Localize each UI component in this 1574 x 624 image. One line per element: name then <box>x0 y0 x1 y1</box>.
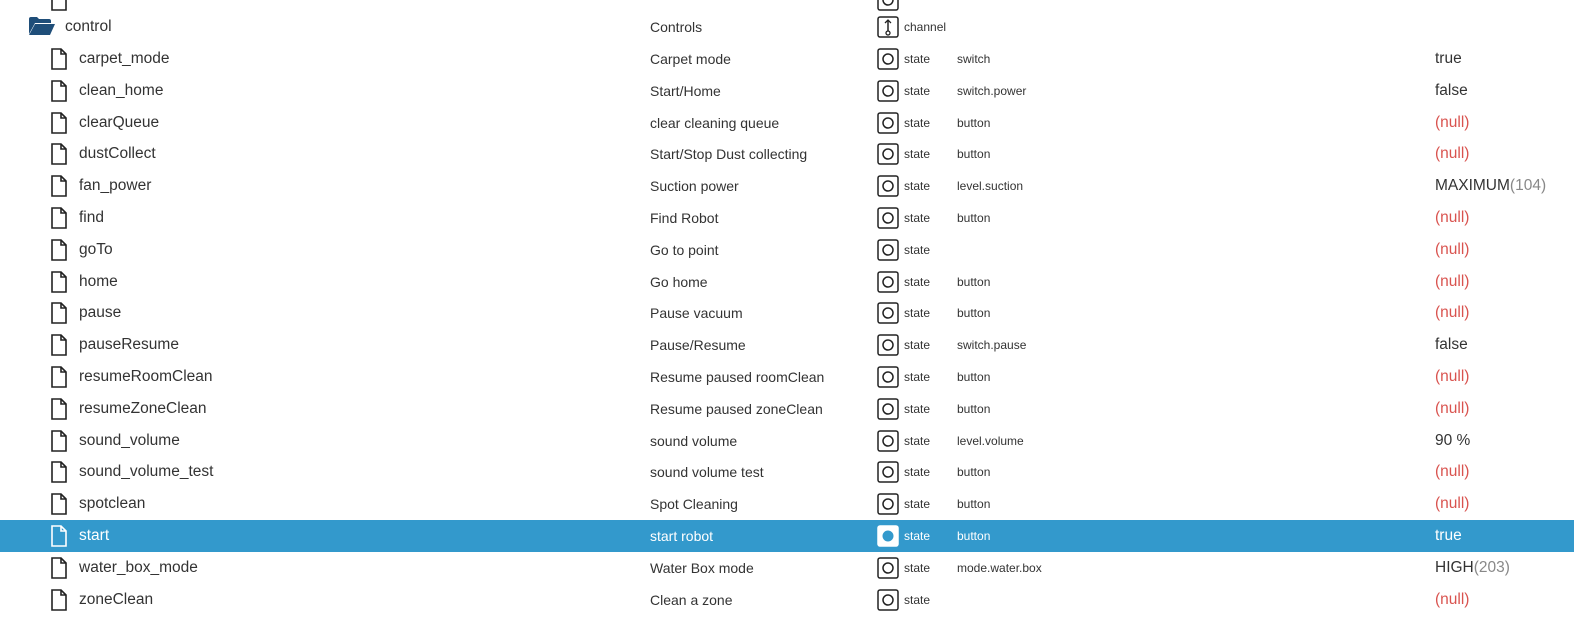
tree-row-find[interactable] <box>0 202 1574 234</box>
row-description: Carpet mode <box>650 51 731 67</box>
row-value-suffix: % <box>1452 432 1471 449</box>
tree-folder-control[interactable] <box>0 11 1574 43</box>
row-type: state <box>904 147 931 161</box>
folder-description: Controls <box>650 19 703 35</box>
row-value-suffix: (203) <box>1473 559 1510 576</box>
state-icon <box>877 525 899 547</box>
row-role: button <box>957 275 991 289</box>
state-icon <box>877 366 899 388</box>
row-role: switch.power <box>957 84 1027 98</box>
row-value-text: true <box>1435 527 1462 544</box>
tree-row-goTo[interactable] <box>0 234 1574 266</box>
row-value-text: (null) <box>1435 368 1470 385</box>
row-value[interactable] <box>1435 266 1469 298</box>
state-icon <box>877 334 899 356</box>
tree-row-home[interactable] <box>0 266 1574 298</box>
row-name: goTo <box>79 241 113 258</box>
state-icon <box>877 557 899 579</box>
row-description: Clean a zone <box>650 592 733 608</box>
tree-row-resumeZoneClean[interactable] <box>0 393 1574 425</box>
row-type: state <box>904 465 931 479</box>
row-type: state <box>904 275 931 289</box>
row-value-text: (null) <box>1435 304 1470 321</box>
row-description: Spot Cleaning <box>650 496 738 512</box>
state-icon <box>877 80 899 102</box>
state-icon <box>877 493 899 515</box>
row-value-text: false <box>1435 82 1468 99</box>
row-type: state <box>904 593 931 607</box>
state-icon <box>877 461 899 483</box>
row-type: state <box>904 211 931 225</box>
row-role: button <box>957 529 991 543</box>
state-icon <box>877 239 899 261</box>
tree-row-pause[interactable] <box>0 297 1574 329</box>
row-role: button <box>957 402 991 416</box>
file-icon <box>50 589 68 611</box>
row-type: state <box>904 370 931 384</box>
row-role: button <box>957 306 991 320</box>
tree-row-sound_volume[interactable] <box>0 425 1574 457</box>
row-value-text: (null) <box>1435 114 1470 131</box>
file-icon <box>50 430 68 452</box>
row-role: level.suction <box>957 179 1024 193</box>
row-value[interactable] <box>1435 43 1462 75</box>
state-icon <box>877 143 899 165</box>
row-type: state <box>904 497 931 511</box>
row-role: button <box>957 465 991 479</box>
row-description: Resume paused zoneClean <box>650 401 823 417</box>
row-value-text: HIGH <box>1435 559 1474 576</box>
channel-icon <box>877 16 899 38</box>
row-name: find <box>79 209 104 226</box>
row-type: state <box>904 338 931 352</box>
row-type: state <box>904 179 931 193</box>
file-icon <box>50 0 68 11</box>
row-type: state <box>904 306 931 320</box>
row-value[interactable] <box>1435 234 1469 266</box>
row-description: sound volume test <box>650 464 764 480</box>
row-value[interactable] <box>1435 202 1469 234</box>
row-role: switch <box>957 52 991 66</box>
tree-row-carpet_mode[interactable] <box>0 43 1574 75</box>
row-value-suffix: (104) <box>1509 177 1547 194</box>
row-value[interactable] <box>1435 520 1462 552</box>
row-value-text: (null) <box>1435 273 1470 290</box>
tree-row-clearQueue[interactable] <box>0 107 1574 139</box>
tree-row-spotclean[interactable] <box>0 488 1574 520</box>
row-value-text: MAXIMUM <box>1435 177 1510 194</box>
row-value-text: (null) <box>1435 209 1470 226</box>
row-type: state <box>904 561 931 575</box>
row-type: state <box>904 116 931 130</box>
state-icon <box>877 589 899 611</box>
row-name: water_box_mode <box>79 559 198 576</box>
file-icon <box>50 525 68 547</box>
file-icon <box>50 557 68 579</box>
tree-row-water_box_mode[interactable] <box>0 552 1574 584</box>
row-description: Pause/Resume <box>650 337 746 353</box>
row-description: Water Box mode <box>650 560 754 576</box>
row-name: carpet_mode <box>79 50 170 67</box>
row-role: button <box>957 211 991 225</box>
row-value[interactable] <box>1435 552 1510 584</box>
row-description: start robot <box>650 528 714 544</box>
state-icon <box>877 271 899 293</box>
row-value[interactable] <box>1435 75 1468 107</box>
row-value[interactable] <box>1435 488 1469 520</box>
row-value[interactable] <box>1435 297 1469 329</box>
row-value-text: (null) <box>1435 463 1470 480</box>
row-role: button <box>957 147 991 161</box>
file-icon <box>50 334 68 356</box>
file-icon <box>50 48 68 70</box>
row-name: start <box>79 527 110 544</box>
row-value[interactable] <box>1435 107 1469 139</box>
file-icon <box>50 80 68 102</box>
row-name: pauseResume <box>79 336 179 353</box>
row-name: resumeRoomClean <box>79 368 213 385</box>
row-type: state <box>904 434 931 448</box>
row-value-text: (null) <box>1435 495 1470 512</box>
state-icon <box>877 302 899 324</box>
row-role: mode.water.box <box>957 561 1042 575</box>
state-icon <box>877 48 899 70</box>
tree-row-start[interactable] <box>0 520 1574 552</box>
state-icon <box>877 0 899 11</box>
row-role: level.volume <box>957 434 1024 448</box>
row-name: resumeZoneClean <box>79 400 207 417</box>
file-icon <box>50 366 68 388</box>
row-type: state <box>904 52 931 66</box>
tree-row-dustCollect[interactable] <box>0 138 1574 170</box>
tree-row-fan_power[interactable] <box>0 170 1574 202</box>
row-name: fan_power <box>79 177 152 194</box>
row-description: Go home <box>650 274 708 290</box>
file-icon <box>50 271 68 293</box>
row-description: Go to point <box>650 242 719 258</box>
row-name: sound_volume <box>79 432 180 449</box>
row-description: clear cleaning queue <box>650 115 780 131</box>
row-value-text: (null) <box>1435 400 1470 417</box>
row-description: Suction power <box>650 178 739 194</box>
row-value[interactable] <box>1435 456 1469 488</box>
row-value-text: (null) <box>1435 591 1470 608</box>
file-icon <box>50 207 68 229</box>
tree-row-resumeRoomClean[interactable] <box>0 361 1574 393</box>
row-name: zoneClean <box>79 591 154 608</box>
row-type: state <box>904 529 931 543</box>
row-value[interactable] <box>1435 170 1546 202</box>
row-name: dustCollect <box>79 145 156 162</box>
row-description: sound volume <box>650 433 738 449</box>
tree-row-zoneClean[interactable] <box>0 584 1574 616</box>
row-value[interactable] <box>1435 361 1469 393</box>
state-icon <box>877 175 899 197</box>
file-icon <box>50 461 68 483</box>
row-name: sound_volume_test <box>79 463 214 480</box>
row-value-text: (null) <box>1435 241 1470 258</box>
row-type: state <box>904 243 931 257</box>
row-description: Pause vacuum <box>650 305 743 321</box>
row-description: Start/Stop Dust collecting <box>650 146 808 162</box>
file-icon <box>50 112 68 134</box>
row-description: Start/Home <box>650 83 721 99</box>
folder-open-icon <box>28 16 56 38</box>
folder-type: channel <box>904 20 947 34</box>
state-icon <box>877 207 899 229</box>
file-icon <box>50 143 68 165</box>
tree-row-sound_volume_test[interactable] <box>0 456 1574 488</box>
tree-row-pauseResume[interactable] <box>0 329 1574 361</box>
row-value[interactable] <box>1435 393 1469 425</box>
row-name: clean_home <box>79 82 164 99</box>
row-value[interactable] <box>1435 329 1468 361</box>
row-value-text: (null) <box>1435 145 1470 162</box>
row-value-text: true <box>1435 50 1462 67</box>
row-value[interactable] <box>1435 425 1470 457</box>
file-icon <box>50 175 68 197</box>
state-icon <box>877 112 899 134</box>
state-icon <box>877 398 899 420</box>
file-icon <box>50 493 68 515</box>
row-value-text: false <box>1435 336 1468 353</box>
row-value[interactable] <box>1435 138 1469 170</box>
row-name: spotclean <box>79 495 146 512</box>
row-role: button <box>957 497 991 511</box>
file-icon <box>50 239 68 261</box>
state-icon <box>877 430 899 452</box>
tree-row-clean_home[interactable] <box>0 75 1574 107</box>
file-icon <box>50 302 68 324</box>
row-type: state <box>904 84 931 98</box>
folder-name: control <box>65 18 112 35</box>
row-name: clearQueue <box>79 114 160 131</box>
row-name: home <box>79 273 118 290</box>
row-type: state <box>904 402 931 416</box>
file-icon <box>50 398 68 420</box>
row-role: button <box>957 116 991 130</box>
row-description: Resume paused roomClean <box>650 369 825 385</box>
row-role: switch.pause <box>957 338 1027 352</box>
row-role: button <box>957 370 991 384</box>
row-value-text: 90 <box>1435 432 1453 449</box>
row-description: Find Robot <box>650 210 719 226</box>
row-value[interactable] <box>1435 584 1469 616</box>
row-name: pause <box>79 304 122 321</box>
